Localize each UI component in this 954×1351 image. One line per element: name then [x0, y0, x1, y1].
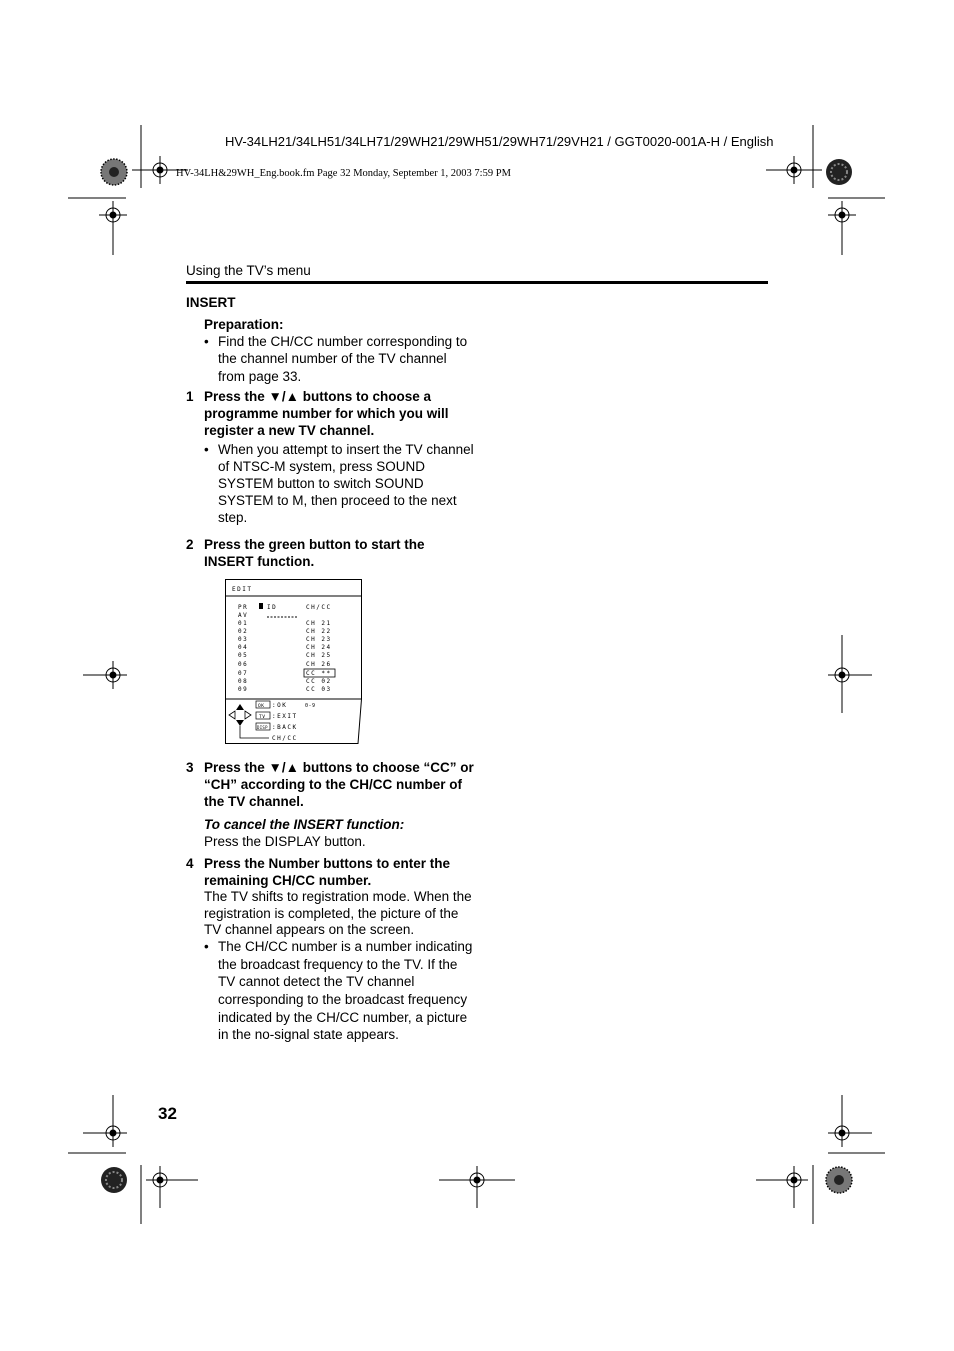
- digits-key: 0-9: [305, 703, 316, 709]
- down-up-arrow-icon: ▼/▲: [268, 760, 300, 775]
- bullet-glyph: •: [204, 939, 209, 955]
- step-1-number: 1: [186, 389, 194, 404]
- preparation-heading: Preparation:: [204, 317, 284, 332]
- preparation-bullet-text: Find the CH/CC number corresponding to the channel number of the TV channel from page 33.: [218, 334, 468, 384]
- step-2-text: Press the green button to start the INSERT function.: [204, 537, 425, 570]
- screen-row-ch: CC 03: [306, 686, 332, 693]
- screen-row-pr: 04: [238, 644, 249, 651]
- step-4-body: The TV shifts to registration mode. When the registration is completed, the picture of the TV channel appears on the screen.: [204, 889, 472, 937]
- step-3: [186, 759, 476, 850]
- cancel-heading: To cancel the INSERT function:: [204, 816, 405, 832]
- step-4-bullet-text: The CH/CC number is a number indicating the broadcast frequency to the TV. If the TV cannot detect the TV channel corresponding to the broadcast frequency indicated by the CH/CC number, a picture in the no-signal state appears.: [218, 939, 473, 1043]
- section-divider: [186, 281, 768, 284]
- tv-key: TV: [259, 715, 266, 720]
- step-4-number: 4: [186, 856, 194, 871]
- step-1: [186, 388, 476, 527]
- screen-col-chcc: CH/CC: [306, 604, 332, 611]
- chcc-key-label: CH/CC: [272, 735, 298, 742]
- screen-row-ch: CH 21: [306, 620, 332, 627]
- down-up-arrow-icon: ▼/▲: [268, 389, 300, 404]
- tv-key-label: :EXIT: [272, 713, 298, 720]
- lock-icon: [259, 603, 263, 609]
- step-4: [186, 855, 476, 1044]
- edit-menu-screen: [225, 579, 362, 744]
- section-title: Using the TV’s menu: [186, 263, 311, 278]
- preparation-bullet: [186, 333, 476, 385]
- step-4-bullet: [186, 938, 476, 1044]
- step-2-number: 2: [186, 537, 194, 552]
- step-1-bullet-text: When you attempt to insert the TV channel of NTSC-M system, press SOUND SYSTEM button to switch SOUND SYSTEM to M, then proceed to the next step.: [218, 441, 474, 526]
- screen-row-pr: 03: [238, 636, 249, 643]
- screen-row-ch: CC **: [306, 670, 332, 677]
- display-key-label: :BACK: [272, 724, 298, 731]
- screen-title: EDIT: [232, 586, 253, 593]
- screen-row-pr: 09: [238, 686, 249, 693]
- page-number: 32: [158, 1104, 177, 1123]
- cancel-text: Press the DISPLAY button.: [204, 833, 366, 849]
- screen-row-ch: CH 24: [306, 644, 332, 651]
- preparation-block: [186, 316, 476, 385]
- step-1-bullet: [186, 441, 476, 527]
- screen-row-ch: CH 22: [306, 628, 332, 635]
- screen-row-pr: 05: [238, 652, 249, 659]
- step-3-text-a: Press the: [204, 760, 269, 775]
- screen-row-pr: 01: [238, 620, 249, 627]
- screen-row-ch: CH 23: [306, 636, 332, 643]
- step-4-text: Press the Number buttons to enter the remaining CH/CC number.: [204, 856, 451, 889]
- screen-row-pr: 07: [238, 670, 249, 677]
- bullet-glyph: •: [204, 441, 209, 457]
- screen-row-ch: CH 25: [306, 652, 332, 659]
- bullet-glyph: •: [204, 334, 209, 350]
- screen-row-pr: 08: [238, 678, 249, 685]
- step-3-text-b: buttons to choose “CC” or “CH” according to the CH/CC number of the TV channel.: [204, 760, 474, 810]
- header-model-list: HV-34LH21/34LH51/34LH71/29WH21/29WH51/29WH71/29VH21 / GGT0020-001A-H / English: [225, 134, 774, 149]
- step-1-text-b: buttons to choose a programme number for which you will register a new TV channel.: [204, 389, 449, 439]
- page-title: INSERT: [186, 295, 236, 310]
- screen-col-pr: PR: [238, 604, 249, 611]
- step-2: [186, 536, 476, 570]
- display-key: DISP: [257, 725, 268, 730]
- header-file-info: HV-34LH&29WH_Eng.book.fm Page 32 Monday, September 1, 2003 7:59 PM: [176, 168, 511, 179]
- screen-row-ch: CC 02: [306, 678, 332, 685]
- step-3-number: 3: [186, 760, 194, 775]
- step-1-text-a: Press the: [204, 389, 269, 404]
- ok-key-label: :OK: [272, 702, 288, 709]
- screen-row-ch: CH 26: [306, 661, 332, 668]
- screen-row-pr: 06: [238, 661, 249, 668]
- screen-col-id: ID: [267, 604, 278, 611]
- screen-row-pr: AV: [238, 612, 249, 619]
- screen-row-pr: 02: [238, 628, 249, 635]
- ok-key: OK: [258, 704, 265, 709]
